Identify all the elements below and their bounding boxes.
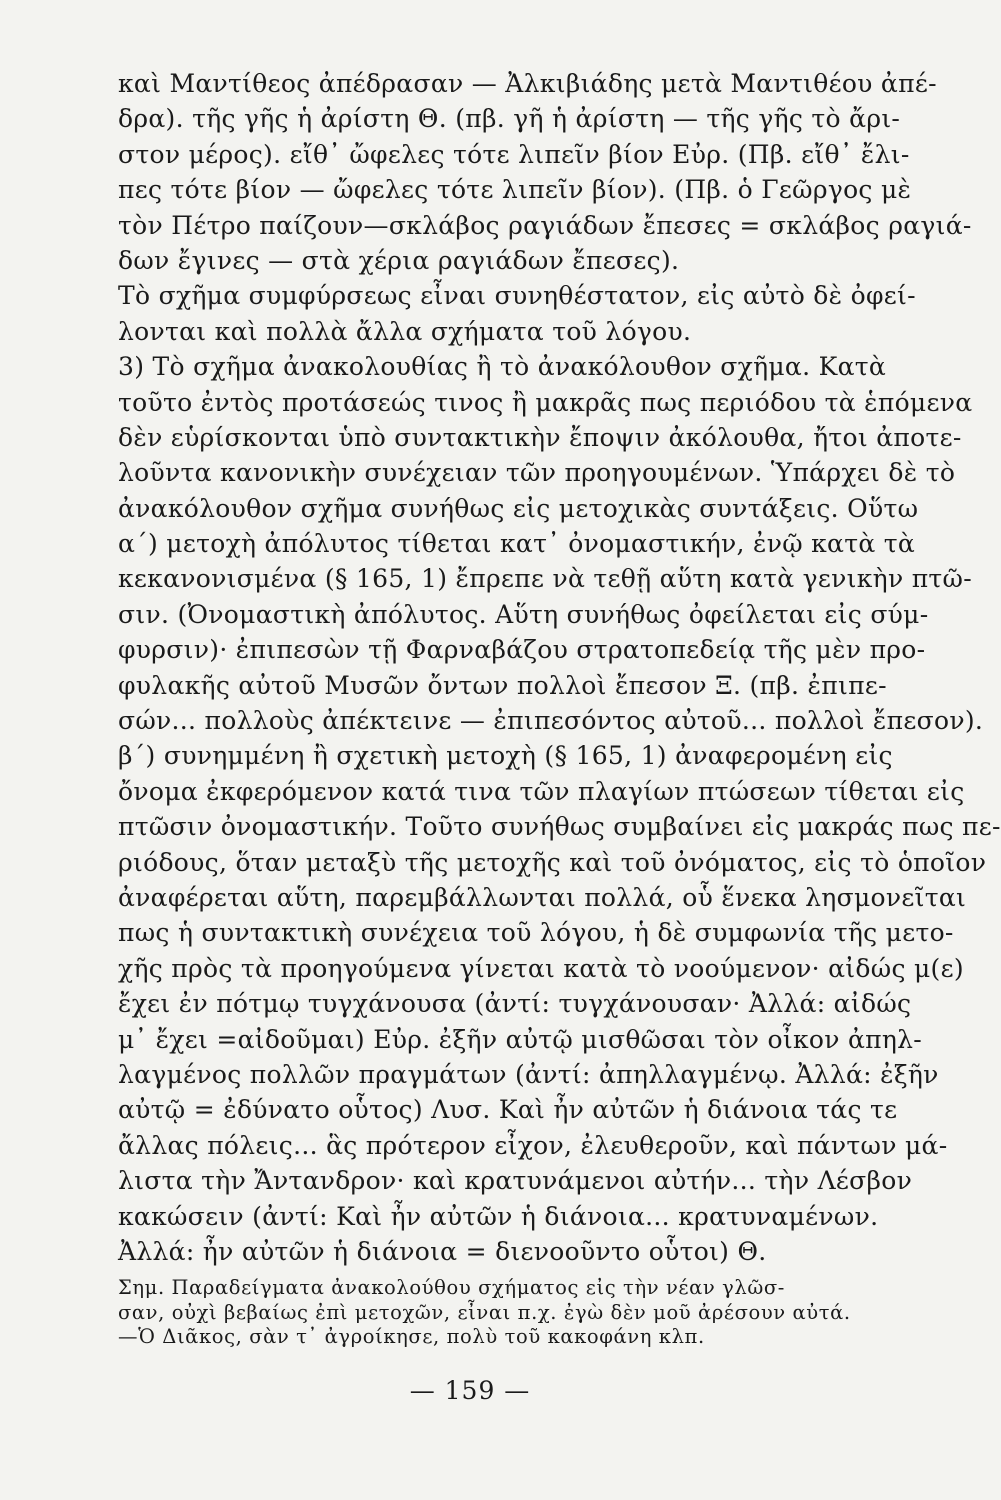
text-line: σών... πολλοὺς ἀπέκτεινε — ἐπιπεσόντος αὐτοῦ... πολλοὶ ἔπεσον). xyxy=(118,706,984,736)
text-line: τοῦτο ἐντὸς προτάσεώς τινος ἢ μακρᾶς πως περιόδου τὰ ἑπόμενα xyxy=(118,387,973,417)
text-line: 3) Τὸ σχῆμα ἀνακολουθίας ἢ τὸ ἀνακόλουθον σχῆμα. Κατὰ xyxy=(118,352,887,382)
note-line: Σημ. Παραδείγματα ἀνακολούθου σχήματος εἰς τὴν νέαν γλῶσ- xyxy=(118,1276,785,1299)
text-line: ἔχει ἐν πότμῳ τυγχάνουσα (ἀντί: τυγχάνουσαν· Ἀλλά: αἰδώς xyxy=(118,989,912,1019)
text-line: στον μέρος). εἴθ᾽ ὤφελες τότε λιπεῖν βίον Εὐρ. (Πβ. εἴθ᾽ ἔλι- xyxy=(118,139,910,169)
body-text xyxy=(118,66,1001,1269)
text-line: αὐτῷ = ἐδύνατο οὗτος) Λυσ. Καὶ ἦν αὐτῶν ἡ διάνοια τάς τε xyxy=(118,1095,898,1125)
page-number: — 159 — xyxy=(409,1376,531,1405)
text-line: φυλακῆς αὐτοῦ Μυσῶν ὄντων πολλοὶ ἔπεσον Ξ. (πβ. ἐπιπε- xyxy=(118,670,887,700)
text-line: ριόδους, ὅταν μεταξὺ τῆς μετοχῆς καὶ τοῦ ὀνόματος, εἰς τὸ ὁποῖον xyxy=(118,847,987,877)
text-line: Ἀλλά: ἦν αὐτῶν ἡ διάνοια = διενοοῦντο οὗτοι) Θ. xyxy=(118,1236,767,1266)
text-line: ἀνακόλουθον σχῆμα συνήθως εἰς μετοχικὰς συντάξεις. Οὕτω xyxy=(118,493,919,523)
text-line: λιστα τὴν Ἄντανδρον· καὶ κρατυνάμενοι αὐτήν... τὴν Λέσβον xyxy=(118,1166,913,1196)
footnote xyxy=(118,1276,851,1350)
note-line: σαν, οὐχὶ βεβαίως ἐπὶ μετοχῶν, εἶναι π.χ. ἐγὼ δὲν μοῦ ἀρέσουν αὐτά. xyxy=(118,1300,851,1324)
text-line: κεκανονισμένα (§ 165, 1) ἔπρεπε νὰ τεθῇ αὕτη κατὰ γενικὴν πτῶ- xyxy=(118,564,972,594)
text-line: σιν. (Ὀνομαστικὴ ἀπόλυτος. Αὕτη συνήθως ὀφείλεται εἰς σύμ- xyxy=(118,599,929,629)
text-line: λοῦντα κανονικὴν συνέχειαν τῶν προηγουμένων. Ὑπάρχει δὲ τὸ xyxy=(118,458,956,488)
text-line: πες τότε βίον — ὤφελες τότε λιπεῖν βίον). (Πβ. ὁ Γεῶργος μὲ xyxy=(118,175,912,205)
note-line: —Ὁ Διᾶκος, σὰν τ᾽ ἀγροίκησε, πολὺ τοῦ κακοφάνη κλπ. xyxy=(118,1325,705,1348)
text-line: α΄) μετοχὴ ἀπόλυτος τίθεται κατ᾽ ὀνομαστικήν, ἐνῷ κατὰ τὰ xyxy=(118,529,916,559)
text-line: τὸν Πέτρο παίζουν—σκλάβος ραγιάδων ἔπεσες = σκλάβος ραγιά- xyxy=(118,210,972,240)
text-line: Τὸ σχῆμα συμφύρσεως εἶναι συνηθέστατον, εἰς αὐτὸ δὲ ὀφεί- xyxy=(118,281,916,311)
text-line: ἀναφέρεται αὕτη, παρεμβάλλωνται πολλά, οὗ ἕνεκα λησμονεῖται xyxy=(118,882,967,912)
text-line: δρα). τῆς γῆς ἡ ἀρίστη Θ. (πβ. γῆ ἡ ἀρίστη — τῆς γῆς τὸ ἄρι- xyxy=(118,104,901,134)
text-line: δὲν εὑρίσκονται ὑπὸ συντακτικὴν ἔποψιν ἀκόλουθα, ἤτοι ἀποτε- xyxy=(118,422,962,452)
text-line: ὄνομα ἐκφερόμενον κατά τινα τῶν πλαγίων πτώσεων τίθεται εἰς xyxy=(118,776,965,806)
text-line: β΄) συνημμένη ἢ σχετικὴ μετοχὴ (§ 165, 1) ἀναφερομένη εἰς xyxy=(118,741,893,771)
text-line: χῆς πρὸς τὰ προηγούμενα γίνεται κατὰ τὸ νοούμενον· αἰδώς μ(ε) xyxy=(118,953,964,983)
text-line: λονται καὶ πολλὰ ἄλλα σχήματα τοῦ λόγου. xyxy=(118,316,692,346)
text-line: πτῶσιν ὀνομαστικήν. Τοῦτο συνήθως συμβαίνει εἰς μακράς πως πε- xyxy=(118,812,1001,842)
text-line: φυρσιν)· ἐπιπεσὼν τῇ Φαρναβάζου στρατοπεδείᾳ τῆς μὲν προ- xyxy=(118,635,926,665)
text-line: ἄλλας πόλεις... ἃς πρότερον εἶχον, ἐλευθεροῦν, καὶ πάντων μά- xyxy=(118,1130,948,1160)
text-line: πως ἡ συντακτικὴ συνέχεια τοῦ λόγου, ἡ δὲ συμφωνία τῆς μετο- xyxy=(118,918,954,948)
text-line: λαγμένος πολλῶν πραγμάτων (ἀντί: ἀπηλλαγμένῳ. Ἀλλά: ἐξῆν xyxy=(118,1059,939,1089)
text-line: κακώσειν (ἀντί: Καὶ ἦν αὐτῶν ἡ διάνοια... κρατυναμένων. xyxy=(118,1201,879,1231)
text-line: δων ἔγινες — στὰ χέρια ραγιάδων ἔπεσες). xyxy=(118,245,680,275)
text-line: καὶ Μαντίθεος ἀπέδρασαν — Ἀλκιβιάδης μετὰ Μαντιθέου ἀπέ- xyxy=(118,69,937,98)
text-line: μ᾽ ἔχει =αἰδοῦμαι) Εὐρ. ἐξῆν αὐτῷ μισθῶσαι τὸν οἶκον ἀπηλ- xyxy=(118,1024,923,1054)
